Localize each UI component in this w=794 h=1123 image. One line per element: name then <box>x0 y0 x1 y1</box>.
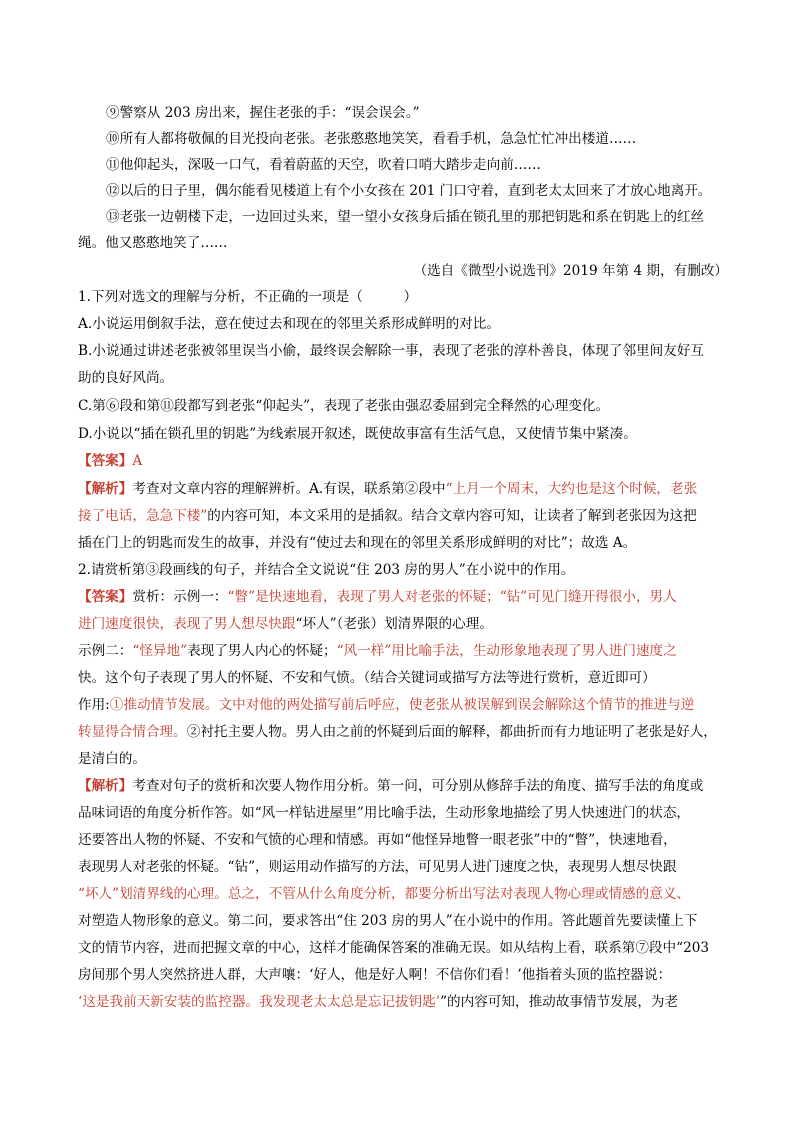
paragraph-13-line-2: 绳。他又憨憨地笑了…… <box>78 235 228 251</box>
question-1-answer <box>78 448 728 474</box>
question-1-stem: 1.下列对选文的理解与分析，不正确的一项是（ ） <box>78 289 418 305</box>
question-1-analysis-line-1: 【解析】考查对文章内容的理解辨析。A.有误，联系第②段中“上月一个周末，大约也是这个时候，老张 <box>78 481 698 497</box>
question-2-answer-line-5: 作用:①推动情节发展。文中对他的两处描写前后呼应，使老张从被误解到误会解除这个情节的推进与逆 <box>78 697 695 713</box>
question-1-option-b-line-1: B.小说通过讲述老张被邻里误当小偷，最终误会解除一事，表现了老张的淳朴善良，体现了邻里间友好互 <box>78 343 705 359</box>
paragraph-13-line-1: ⑬老张一边朝楼下走，一边回过头来，望一望小女孩身后插在锁孔里的那把钥匙和系在钥匙上的红丝 <box>106 209 705 225</box>
question-2-analysis-line-2: 品味词语的角度分析作答。如“风一样钻进屋里”用比喻手法，生动形象地描绘了男人快速进门的状态， <box>78 805 691 821</box>
question-1-option-c: C.第⑥段和第⑪段都写到老张“仰起头”，表现了老张由强忍委屈到完全释然的心理变化。 <box>78 398 610 414</box>
question-2-analysis-line-7: 文的情节内容，进而把握文章的中心，这样才能确保答案的准确无误。如从结构上看，联系第⑦段中“203 <box>78 940 710 956</box>
question-1-option-b-line-2: 助的良好风尚。 <box>78 370 174 386</box>
paragraph-11: ⑪他仰起头，深吸一口气，看着蔚蓝的天空，吹着口哨大踏步走向前…… <box>106 157 541 173</box>
question-2-analysis-line-6: 对塑造人物形象的意义。第二问，要求答出“住 203 房的男人”在小说中的作用。答此题首先要读懂上下 <box>78 913 698 929</box>
paragraph-12: ⑫以后的日子里，偶尔能看见楼道上有个小女孩在 201 门口守着，直到老太太回来了才放心地离开。 <box>106 183 712 199</box>
answer-tag: 【答案】 <box>78 589 133 605</box>
question-2-analysis-line-8: 房间那个男人突然挤进人群，大声嚷：‘好人，他是好人啊！不信你们看！’他指着头顶的监控器说： <box>78 967 672 983</box>
answer-value: A <box>132 453 143 469</box>
analysis-tag: 【解析】 <box>78 481 133 497</box>
question-1-option-a: A.小说运用倒叙手法，意在使过去和现在的邻里关系形成鲜明的对比。 <box>78 316 500 332</box>
question-2-answer-line-6: 转显得合情合理。②衬托主要人物。男人由之前的怀疑到后面的解释，都曲折而有力地证明了老张是好人， <box>78 724 717 740</box>
question-2-analysis-line-4: 表现男人对老张的怀疑。“钻”，则运用动作描写的方法，可见男人进门速度之快，表现男人想尽快跟 <box>78 859 677 875</box>
question-2-answer-line-1: 【答案】赏析：示例一：“瞥”是快速地看，表现了男人对老张的怀疑；“钻”可见门缝开得很小，男人 <box>78 589 677 605</box>
question-2-analysis-line-1: 【解析】考查对句子的赏析和次要人物作用分析。第一问，可分别从修辞手法的角度、描写手法的角度或 <box>78 778 704 794</box>
analysis-tag: 【解析】 <box>78 778 133 794</box>
question-2-answer-line-2: 进门速度很快，表现了男人想尽快跟“坏人”（老张）划清界限的心理。 <box>78 616 493 632</box>
question-2-analysis-line-3: 还要答出人物的怀疑、不安和气愤的心理和情感。再如“他怪异地瞥一眼老张”中的“瞥”，快速地看， <box>78 832 677 848</box>
question-2-analysis-line-9: ‘这是我前天新安装的监控器。我发现老太太总是忘记拔钥匙’”的内容可知，推动故事情节发展，为老 <box>78 994 679 1010</box>
paragraph-9: ⑨警察从 203 房出来，握住老张的手：“误会误会。” <box>106 105 420 121</box>
question-2-answer-line-3: 示例二：“怪异地”表现了男人内心的怀疑；“风一样”用比喻手法，生动形象地表现了男人进门速度之 <box>78 643 677 659</box>
answer-tag: 【答案】 <box>78 453 133 469</box>
question-1-analysis-line-3: 插在门上的钥匙而发生的故事，并没有“使过去和现在的邻里关系形成鲜明的对比”；故选 A。 <box>78 535 637 551</box>
question-2-answer-line-4: 快。这个句子表现了男人的怀疑、不安和气愤。（结合关键词或描写方法等进行赏析，意近即可） <box>78 670 656 686</box>
question-1-option-d: D.小说以“插在锁孔里的钥匙”为线索展开叙述，既使故事富有生活气息，又使情节集中紧凑。 <box>78 426 637 442</box>
question-2-analysis-line-5: “坏人”划清界线的心理。总之，不管从什么角度分析，都要分析出写法对表现人物心理或情感的意义、 <box>78 886 691 902</box>
question-2-stem: 2.请赏析第③段画线的句子，并结合全文说说“住 203 房的男人”在小说中的作用。 <box>78 562 575 578</box>
question-2-answer-line-7: 是清白的。 <box>78 751 146 767</box>
paragraph-10: ⑩所有人都将敬佩的目光投向老张。老张憨憨地笑笑，看看手机，急急忙忙冲出楼道…… <box>106 131 637 147</box>
source-citation: （选自《微型小说选刊》2019 年第 4 期，有删改） <box>413 263 728 279</box>
question-1-analysis-line-2: 接了电话，急急下楼”的内容可知，本文采用的是插叙。结合文章内容可知，让读者了解到老张因为这把 <box>78 508 697 524</box>
